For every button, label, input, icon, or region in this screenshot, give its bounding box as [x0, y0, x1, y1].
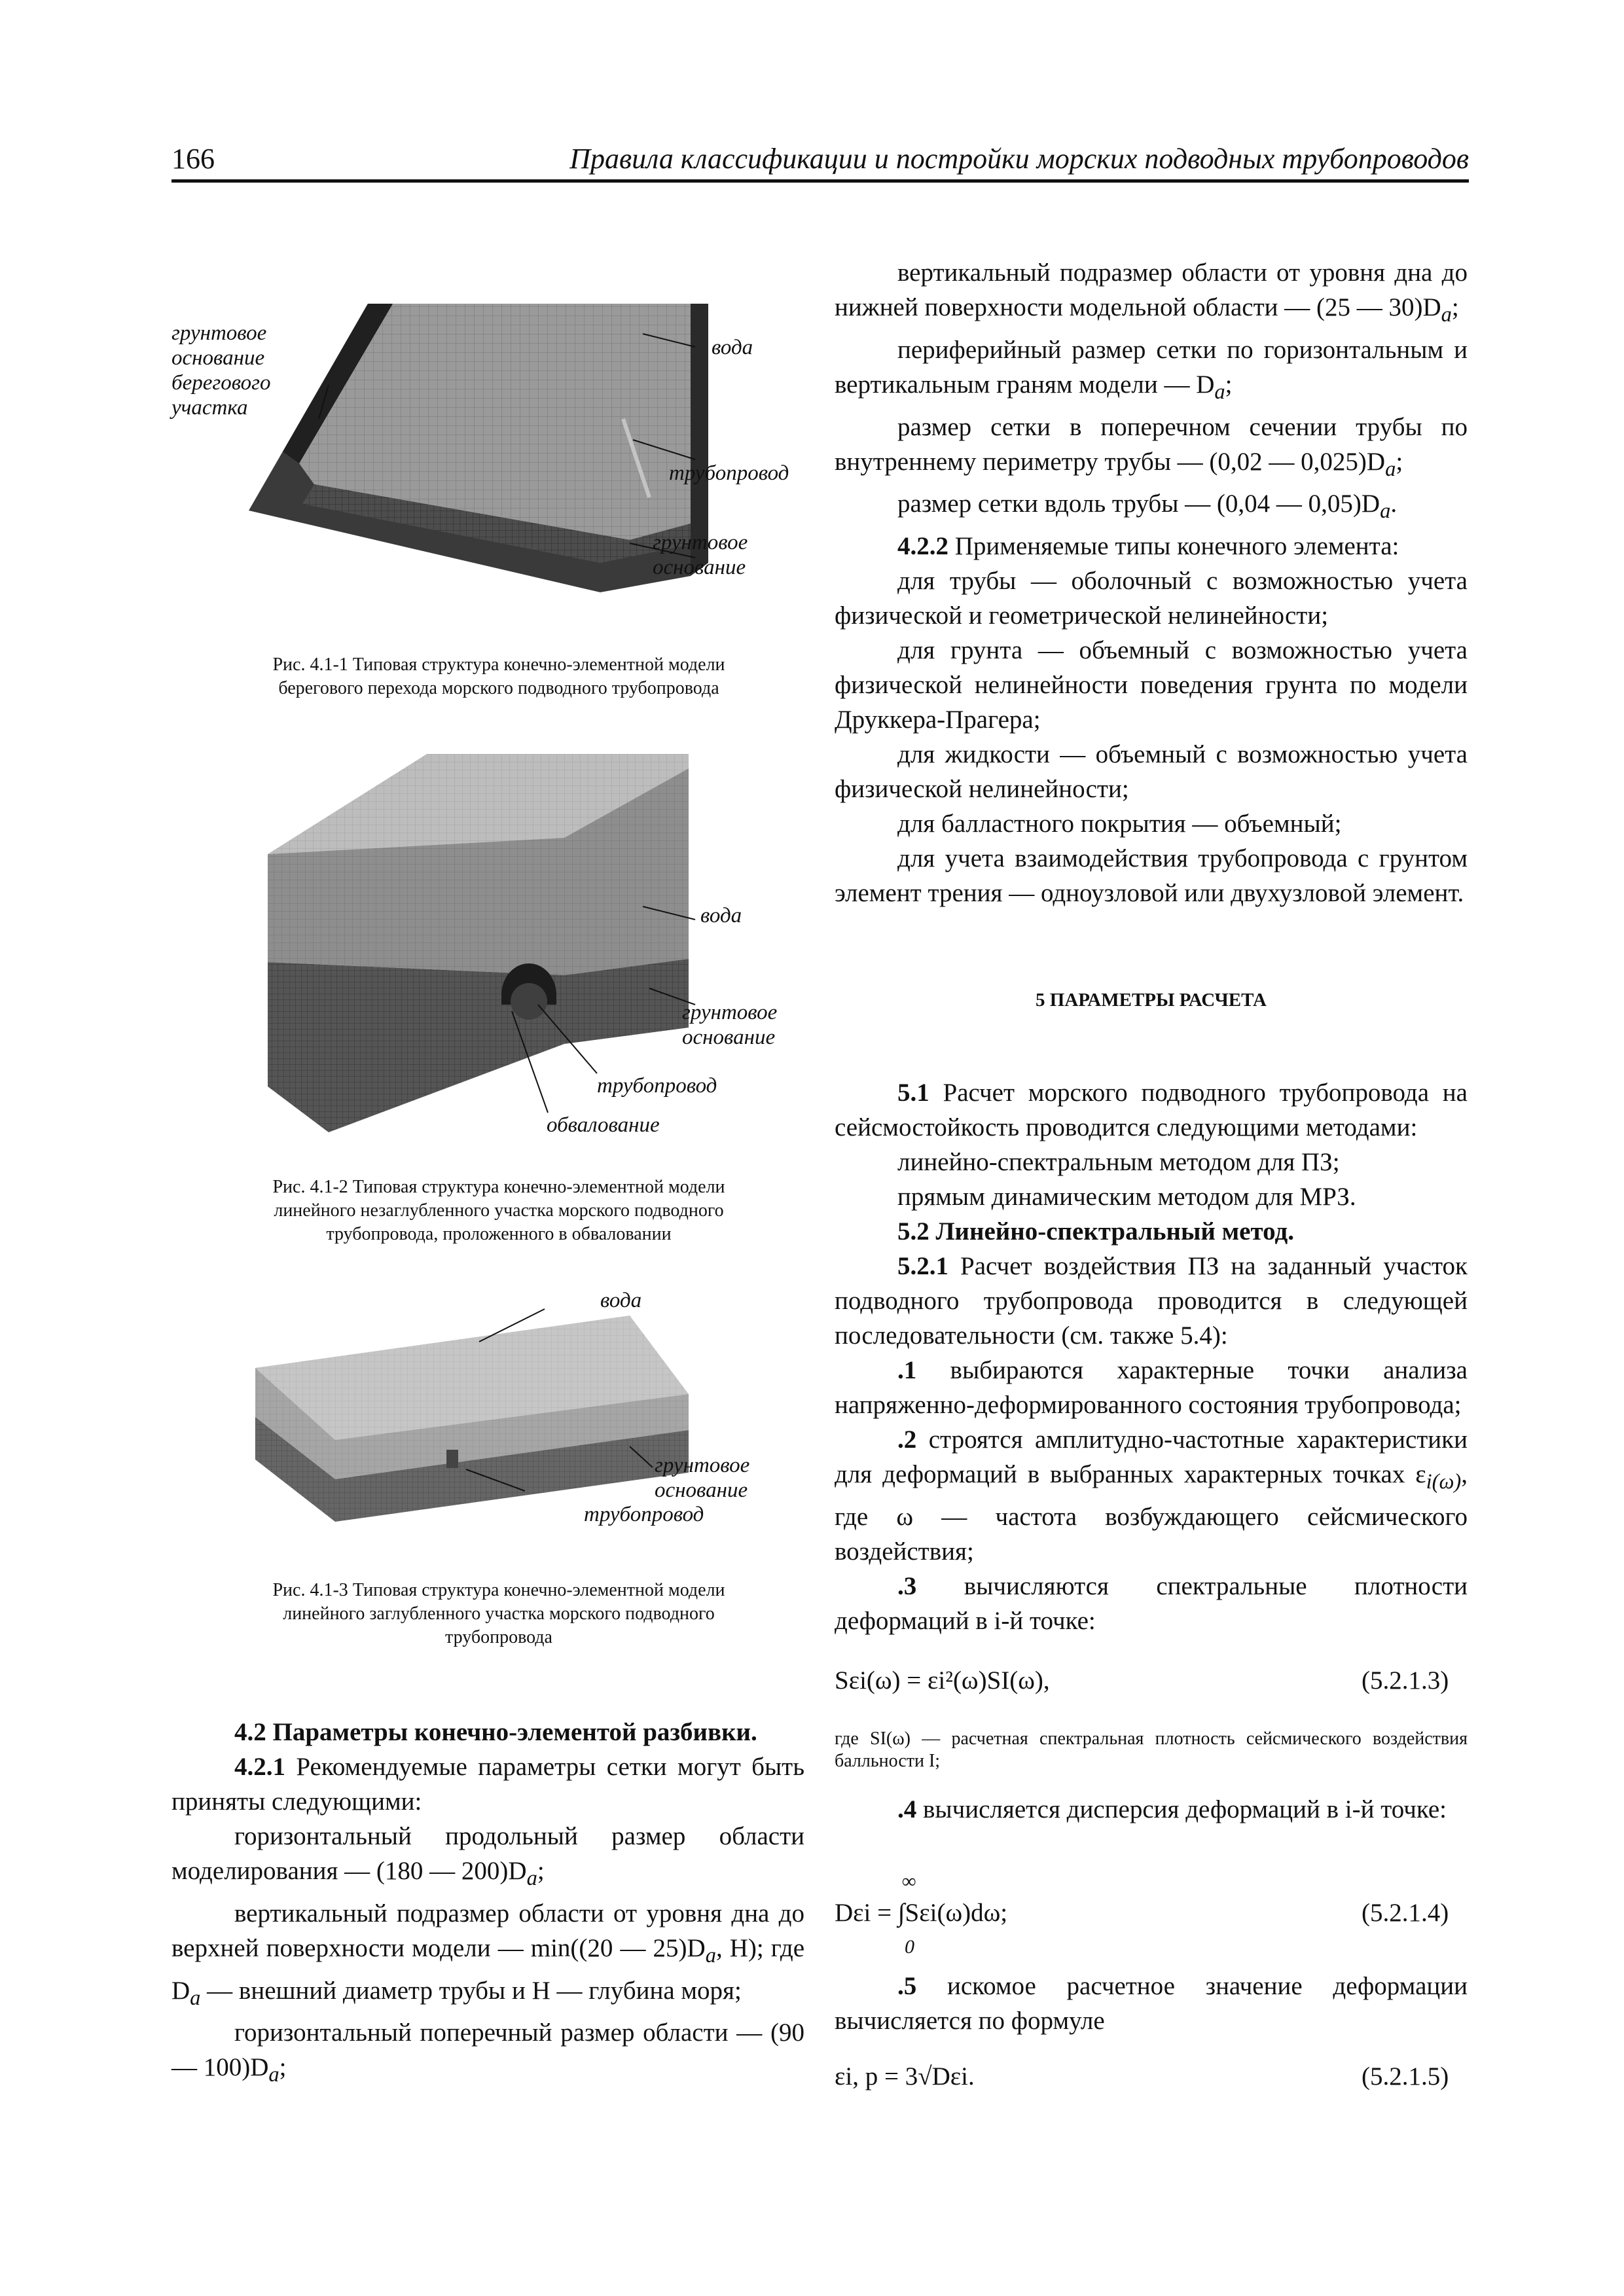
paragraph-5-2-1: 5.2.1 Расчет воздействия ПЗ на заданный участок подводного трубопровода проводится в следующей последовательности (см. также 5.4):: [835, 1252, 1468, 1350]
figure-4-1-2-caption: [171, 1175, 826, 1246]
equation-note: где SI(ω) — расчетная спектральная плотность сейсмического воздействия балльности I;: [835, 1729, 1468, 1771]
label-water: вода: [712, 336, 753, 359]
paragraph-ballast-element: для балластного покрытия — объемный;: [897, 810, 1342, 838]
step-4: .4 вычисляется дисперсия деформаций в i-й точке:: [897, 1795, 1447, 1823]
paragraph-5-1-b: прямым динамическим методом для МРЗ.: [897, 1183, 1356, 1211]
caption-line: Рис. 4.1-2 Типовая структура конечно-элементной модели: [272, 1177, 725, 1197]
step-1: .1 выбираются характерные точки анализа напряженно-деформированного состояния трубопровода;: [835, 1356, 1468, 1419]
figure-4-1-1-caption: [171, 653, 826, 700]
step-5-block: [835, 1969, 1468, 2038]
equation-5-2-1-5: εi, p = 3√Dεi.: [835, 2062, 975, 2090]
heading-4-2: 4.2 Параметры конечно-элементой разбивки.: [234, 1718, 757, 1746]
figure-4-1-3-image: [171, 1283, 826, 1558]
label-ground-1: грунтовое: [655, 1454, 750, 1477]
step-3: .3 вычисляются спектральные плотности деформаций в i-й точке:: [835, 1571, 1468, 1635]
caption-line: трубопровода, проложенного в обваловании: [326, 1224, 672, 1244]
integral-lower-limit: 0: [905, 1936, 914, 1958]
equation-number: (5.2.1.3): [1362, 1666, 1449, 1695]
page-number: 166: [171, 143, 215, 175]
label-water: вода: [600, 1289, 642, 1312]
caption-line: линейного незаглубленного участка морского подводного: [274, 1200, 724, 1221]
label-pipeline: трубопровод: [597, 1074, 717, 1098]
paragraph-5-1-a: линейно-спектральным методом для ПЗ;: [897, 1148, 1340, 1176]
caption-line: линейного заглубленного участка морского подводного: [283, 1604, 715, 1624]
paragraph-4-2-1: 4.2.1 Рекомендуемые параметры сетки могут быть приняты следующими:: [171, 1753, 804, 1816]
paragraph-5-1: 5.1 Расчет морского подводного трубопровода на сейсмостойкость проводится следующими методами:: [835, 1079, 1468, 1141]
paragraph-vertical-top: вертикальный подразмер области от уровня дна до верхней поверхности модели — min((20 — $25)D_a$, H); где $D_a$ — внешний диаметр трубы и H — глубина моря;: [171, 1899, 804, 2010]
running-title: Правила классификации и постройки морских подводных трубопроводов: [569, 143, 1469, 175]
paragraph-horizontal-long: горизонтальный продольный размер области моделирования — (180 — $200)D_a$;: [171, 1822, 804, 1890]
heading-5-2: 5.2 Линейно-спектральный метод.: [897, 1217, 1294, 1246]
label-ground-shore-4: участка: [171, 396, 248, 420]
label-ground-2: основание: [655, 1479, 748, 1502]
paragraph-vertical-bottom: вертикальный подразмер области от уровня дна до нижней поверхности модельной области — (25 — $30)D_a$;: [835, 259, 1468, 327]
equation-5-2-1-3: Sεi(ω) = εi²(ω)SI(ω),: [835, 1666, 1050, 1695]
label-pipeline: трубопровод: [584, 1503, 704, 1526]
label-ground-2: основание: [682, 1026, 776, 1049]
step-4-block: [835, 1792, 1468, 1827]
label-ground-1: грунтовое: [682, 1001, 778, 1024]
figure-4-1-2: [171, 746, 826, 1152]
equation-5-2-1-4: Dεi = ∫Sεi(ω)dω;: [835, 1899, 1008, 1927]
figure-4-1-3-caption: [171, 1579, 826, 1649]
paragraph-soil-element: для грунта — объемный с возможностью учета физической нелинейности поведения грунта по модели Друккера-Прагера;: [835, 636, 1468, 734]
paragraph-horizontal-cross: горизонтальный поперечный размер области — (90 — $100)D_a$;: [171, 2018, 804, 2087]
integral-upper-limit: ∞: [902, 1871, 916, 1892]
paragraph-cross-section: размер сетки в поперечном сечении трубы по внутреннему периметру трубы — (0,02 — $0,025)D_a$;: [835, 412, 1468, 481]
label-ground-2: основание: [653, 556, 746, 579]
label-water: вода: [700, 904, 742, 927]
label-pipeline: трубопровод: [669, 461, 789, 485]
page-header: [171, 145, 1469, 183]
caption-line: трубопровода: [445, 1627, 552, 1647]
label-embankment: обвалование: [547, 1113, 660, 1137]
caption-line: берегового перехода морского подводного трубопровода: [278, 678, 719, 698]
step-2: .2 строятся амплитудно-частотные характеристики для деформаций в выбранных характерных точках $\varepsilon_{i(\omega)}$, где ω — частота возбуждающего сейсмического воздействия;: [835, 1426, 1468, 1566]
caption-line: Рис. 4.1-1 Типовая структура конечно-элементной модели: [272, 655, 725, 675]
label-ground-shore-1: грунтовое: [171, 321, 267, 345]
left-column-text: [171, 1715, 804, 2092]
paragraph-fluid-element: для жидкости — объемный с возможностью учета физической нелинейности;: [835, 740, 1468, 804]
figure-4-1-1: [171, 288, 826, 596]
figure-4-1-3: [171, 1283, 826, 1558]
figure-4-1-2-image: [171, 746, 826, 1152]
paragraph-pipe-element: для трубы — оболочный с возможностью учета физической и геометрической нелинейности;: [835, 567, 1468, 630]
step-5: .5 искомое расчетное значение деформации вычисляется по формуле: [835, 1972, 1468, 2035]
label-ground-shore-3: берегового: [171, 371, 271, 395]
paragraph-4-2-2: 4.2.2 Применяемые типы конечного элемента:: [897, 532, 1399, 561]
caption-line: Рис. 4.1-3 Типовая структура конечно-элементной модели: [272, 1580, 725, 1600]
equation-number: (5.2.1.4): [1362, 1899, 1449, 1927]
paragraph-contact-element: для учета взаимодействия трубопровода с грунтом элемент трения — одноузловой или двухузловой элемент.: [835, 844, 1468, 908]
right-column-text-top: [835, 255, 1468, 910]
section-5-heading: 5 ПАРАМЕТРЫ РАСЧЕТА: [1036, 990, 1267, 1011]
equation-number: (5.2.1.5): [1362, 2062, 1449, 2090]
paragraph-along-pipe: размер сетки вдоль трубы — (0,04 — $0,05)D_a$.: [897, 490, 1398, 524]
label-ground-shore-2: основание: [171, 346, 265, 370]
label-ground-1: грунтовое: [653, 531, 748, 554]
paragraph-peripheral: периферийный размер сетки по горизонтальным и вертикальным граням модели — $D_a$;: [835, 335, 1468, 404]
right-column-text-section5: [835, 1075, 1468, 1638]
